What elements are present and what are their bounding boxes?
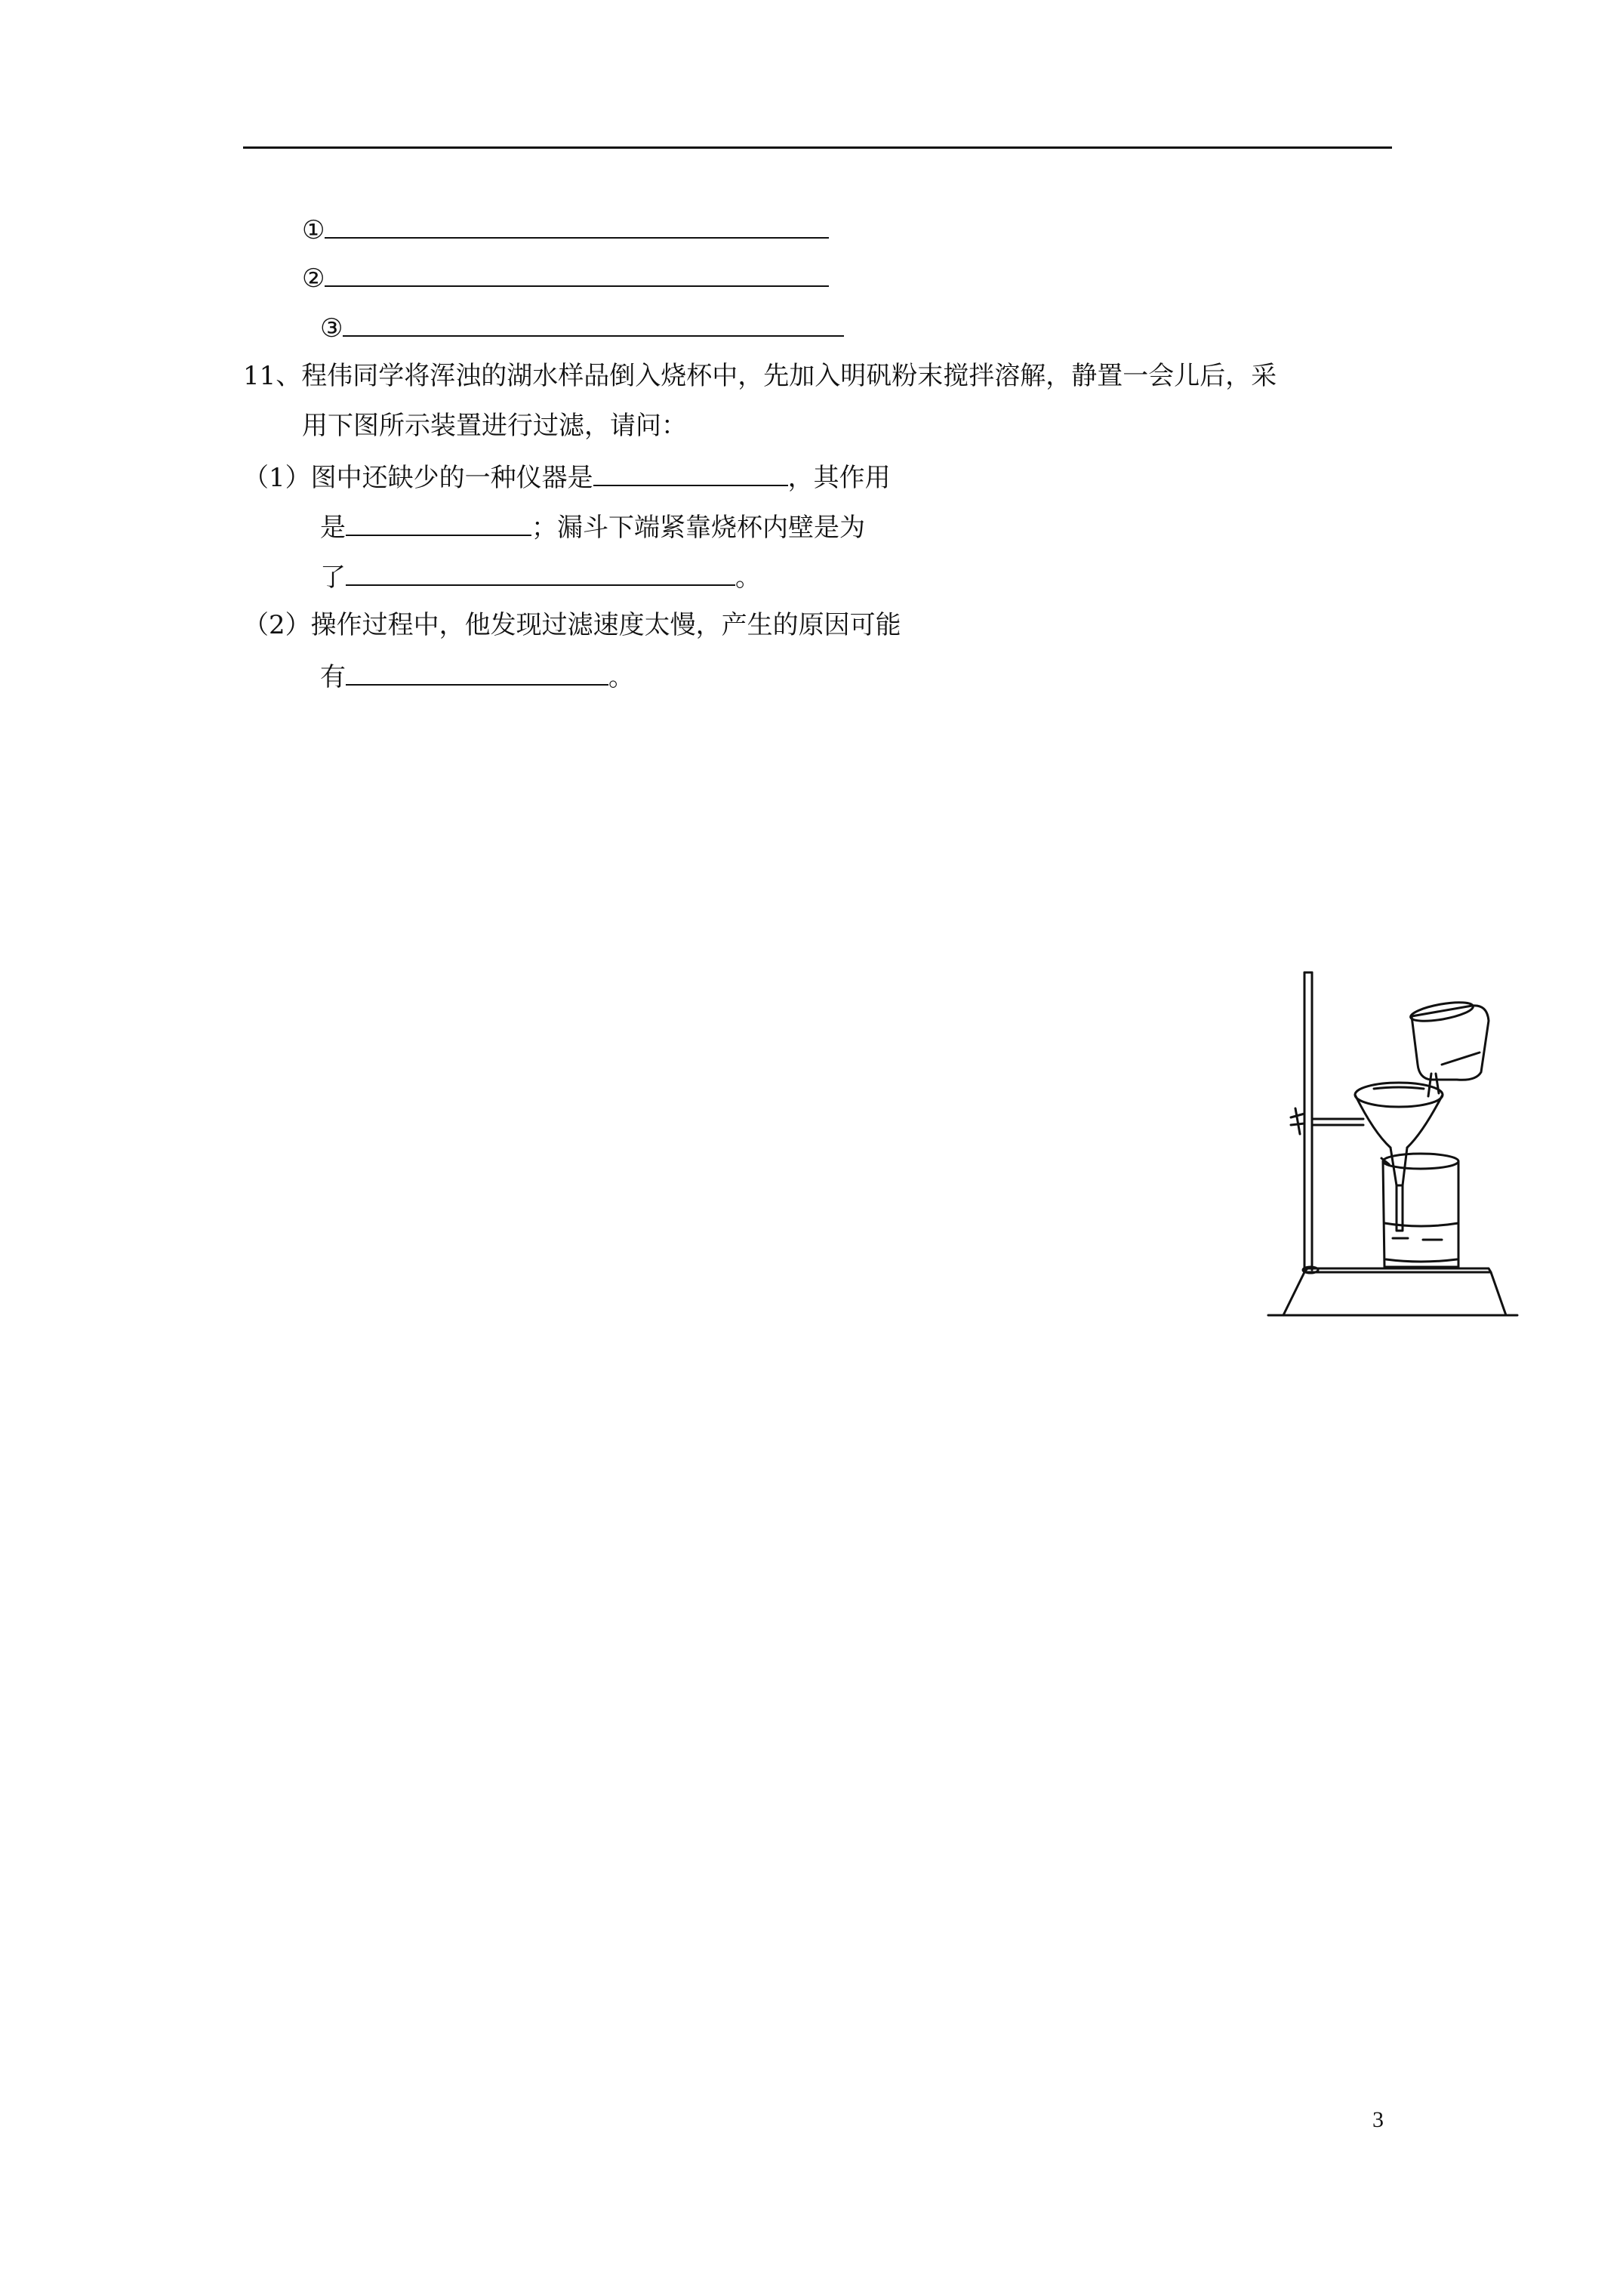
part-1-prompt: （1）图中还缺少的一种仪器是 [243,463,593,493]
pouring-beaker [1409,999,1489,1096]
slow-filtration-reason-blank[interactable] [346,658,608,686]
part-1-text-d: ；漏斗下端紧靠烧杯内壁是为 [531,513,865,543]
circled-number-1: ① [302,215,325,245]
ring-clamp [1291,1108,1363,1134]
question-11-part-2-line-2 [320,658,634,694]
answer-line-3 [320,310,844,345]
question-11-part-1-line-3 [320,559,761,594]
part-2-text-c: 。 [608,662,634,692]
circled-number-2: ② [302,264,325,294]
circled-number-3: ③ [320,313,343,344]
question-11-line-1: 11、程伟同学将浑浊的湖水样品倒入烧杯中，先加入明矾粉末搅拌溶解，静置一会儿后，采 [243,361,1277,391]
header-rule [243,146,1392,149]
stand-rod [1304,972,1312,1270]
part-1-text-c: 是 [320,513,346,543]
question-11-part-1-line-1 [243,459,891,495]
receiving-beaker [1381,1154,1458,1267]
question-11-part-2-line-1: （2）操作过程中，他发现过滤速度太慢，产生的原因可能 [243,610,901,640]
funnel-reason-blank[interactable] [346,559,735,586]
part-2-text-b: 有 [320,662,346,692]
answer-line-2 [302,260,829,295]
answer-line-1 [302,211,829,247]
part-1-text-f: 。 [735,562,761,593]
funnel [1355,1083,1443,1231]
stand-base [1268,1267,1517,1315]
part-1-prompt-cont: ，其作用 [787,463,891,493]
answer-blank-1[interactable] [325,211,829,239]
missing-instrument-blank[interactable] [593,459,788,486]
question-11-part-1-line-2 [320,509,865,544]
answer-blank-2[interactable] [325,260,829,287]
filtration-apparatus-figure [1261,959,1525,1329]
answer-blank-3[interactable] [343,310,844,337]
page-number: 3 [1372,2107,1384,2132]
instrument-function-blank[interactable] [346,509,531,536]
part-1-text-e: 了 [320,562,346,593]
question-11-line-2: 用下图所示装置进行过滤，请问： [302,411,687,441]
